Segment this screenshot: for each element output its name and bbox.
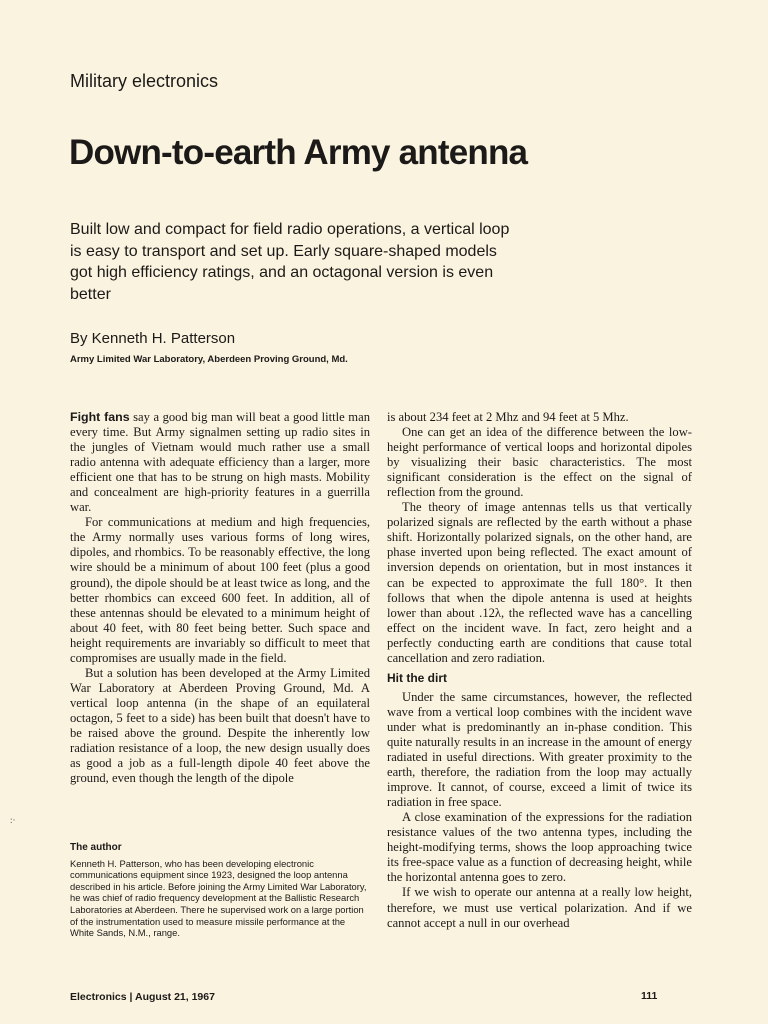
paragraph: One can get an idea of the difference between the low-height performance of vertical loops and horizontal dipoles by visualizing their basic characteristics. The most significant consideration is the effect on the signal of reflection from the ground. xyxy=(387,425,692,500)
article-headline: Down-to-earth Army antenna xyxy=(69,133,528,172)
paragraph: Under the same circumstances, however, the reflected wave from a vertical loop combines with the incident wave under what is predominantly an in-phase condition. This quite naturally results in an increase in the amount of energy radiated in useful directions. With greater proximity to the earth, therefore, the radiation from the loop may actually improve. It cannot, of course, exceed a limit of twice its radiation in free space. xyxy=(387,689,692,810)
author-box-heading: The author xyxy=(70,842,122,853)
subheading: Hit the dirt xyxy=(387,670,447,685)
body-column-left xyxy=(70,410,370,786)
body-column-right xyxy=(387,410,692,931)
scan-mark: :· xyxy=(10,815,16,825)
paragraph: For communications at medium and high frequencies, the Army normally uses various forms of long wires, dipoles, and rhombics. To be reasonably effective, the long wire should be a minimum of about 100 feet (plus a good ground), the dipole should be at least twice as long, and the better rhombics can exceed 600 feet. In addition, all of these antennas should be elevated to a minimum height of about 40 feet, with 80 feet being better. Such space and height requirements are invariably so difficult to meet that compromises are usually made in the field. xyxy=(70,515,370,665)
paragraph: is about 234 feet at 2 Mhz and 94 feet at 5 Mhz. xyxy=(387,410,629,424)
article-deck: Built low and compact for field radio operations, a vertical loop is easy to transport and set up. Early square-shaped models got high efficiency ratings, and an octagonal version is even better xyxy=(70,221,510,303)
lead-in: Fight fans xyxy=(70,410,130,424)
author-box-text: Kenneth H. Patterson, who has been developing electronic communications equipment since 1923, designed the loop antenna described in his article. Before joining the Army Limited War Laboratory, he was chief of radio frequency development at the Ballistic Research Laboratories at Aberdeen. There he supervised work on a large portion of the instrumentation used to measure missile performance at the White Sands, N.M., range. xyxy=(70,857,367,939)
byline: By Kenneth H. Patterson xyxy=(70,330,236,347)
footer-publication: Electronics | August 21, 1967 xyxy=(70,991,215,1003)
paragraph: But a solution has been developed at the Army Limited War Laboratory at Aberdeen Proving Ground, Md. A vertical loop antenna (in the shape of an equilateral octagon, 5 feet to a side) has been built that doesn't have to be raised above the ground. Despite the inherently low radiation resistance of a loop, the new design usually does as good a job as a full-length dipole 40 feet above the ground, even though the length of the dipole xyxy=(70,665,370,786)
paragraph: The theory of image antennas tells us that vertically polarized signals are reflected by the earth without a phase shift. Horizontally polarized signals, on the other hand, are phase inverted upon being reflected. The exact amount of inversion depends on orientation, but in most instances it can be expected to approximate the full 180°. It then follows that when the dipole antenna is used at heights lower than about .12λ, the reflected wave has a cancelling effect on the incident wave. In fact, zero height and a perfectly conducting earth are conditions that cause total cancellation and zero radiation. xyxy=(387,500,692,665)
author-box xyxy=(70,842,370,939)
paragraph: A close examination of the expressions for the radiation resistance values of the two antenna types, including the height-modifying terms, shows the loop approaching twice its free-space value as a function of decreasing height, while the horizontal antenna goes to zero. xyxy=(387,810,692,885)
paragraph xyxy=(70,410,370,515)
paragraph: If we wish to operate our antenna at a really low height, therefore, we must use vertical polarization. And if we cannot accept a null in our overhead xyxy=(387,885,692,930)
paragraph-text: say a good big man will beat a good little man every time. But Army signalmen setting up radio sites in the jungles of Vietnam would much rather use a small radio antenna with adequate efficiency than a larger, more efficient one that has to be strung on high masts. Mobility and concealment are high-priority features in a guerrilla war. xyxy=(70,410,370,515)
author-affiliation: Army Limited War Laboratory, Aberdeen Proving Ground, Md. xyxy=(70,354,348,365)
page-number: 111 xyxy=(641,990,658,1002)
section-kicker: Military electronics xyxy=(70,71,219,91)
